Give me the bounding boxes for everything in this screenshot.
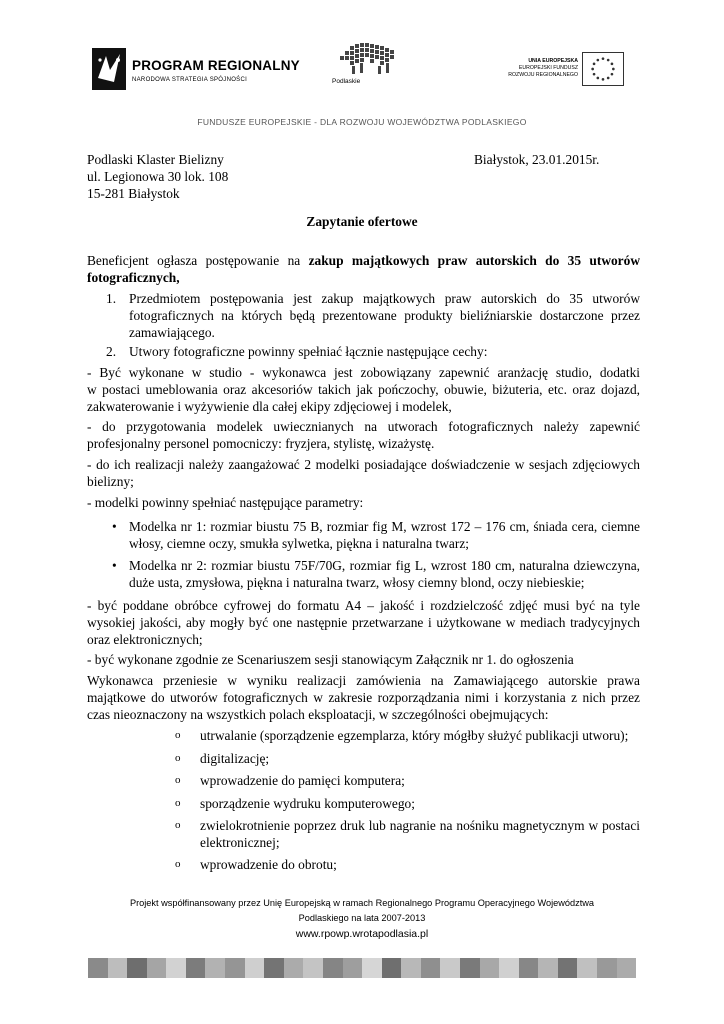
program-subtitle: NARODOWA STRATEGIA SPÓJNOŚCI [132, 77, 248, 83]
model-item-2 [106, 557, 640, 591]
intro-line-1 [87, 252, 640, 269]
text-line: fotograficznych na których będą prezentowane produkty bieliźniarskie dostarczone przez [129, 308, 640, 323]
program-regionalny-logo [92, 48, 300, 92]
text-line: wysokiej jakości, aby mogły być one następnie przetwarzane i użytkowane w mediach tradycyjnych [87, 615, 640, 630]
ue-line-3: ROZWOJU REGIONALNEGO [508, 72, 578, 78]
sender-address [87, 151, 228, 202]
intro-lead: Beneficjent ogłasza postępowanie na [87, 253, 309, 268]
stripe-segment [343, 958, 363, 978]
text-line: - do ich realizacji należy zaangażować 2 modelki posiadające doświadczenie w sesjach zdjęciowych [87, 457, 640, 472]
text-line: - modelki powinny spełniać następujące parametry: [87, 495, 364, 510]
stripe-segment [205, 958, 225, 978]
circle-bullet-icon: o [175, 819, 181, 831]
intro-paragraph [87, 252, 640, 286]
text-line: wprowadzenie do obrotu; [200, 857, 337, 872]
intro-bold-1: zakup majątkowych praw autorskich do 35 utworów [308, 253, 640, 268]
condition-models [87, 456, 640, 490]
footer-line-2: Podlaskiego na lata 2007-2013 [298, 913, 426, 923]
text-line: profesjonalny personel pomocniczy: fryzjera, stylistę, wizażystę. [87, 436, 435, 451]
text-line: Utwory fotograficzne powinny spełniać łącznie następujące cechy: [129, 344, 488, 359]
text-line: Wykonawca przeniesie w wyniku realizacji zamówienia na Zamawiającego autorskie prawa [87, 673, 640, 688]
text-line: elektronicznej; [200, 835, 280, 850]
stripe-segment [401, 958, 421, 978]
field-item-text [200, 750, 640, 767]
text-line: zamawiającego. [129, 325, 215, 340]
text-line: duże usta, zmysłowa, piękna i naturalna twarz, włosy ciemny blond, oczy niebieskie; [129, 575, 585, 590]
circle-bullet-icon: o [175, 752, 181, 764]
stripe-segment [127, 958, 147, 978]
stripe-segment [108, 958, 128, 978]
model-item-1 [106, 518, 640, 552]
sender-line-2: ul. Legionowa 30 lok. 108 [87, 169, 229, 184]
bullet-icon: • [112, 519, 117, 534]
text-line: - do przygotowania modelek uwiecznianych na utworach fotograficznych należy zapewnić [87, 419, 640, 434]
stripe-segment [303, 958, 323, 978]
bison-icon [330, 40, 414, 80]
condition-parameters [87, 494, 640, 511]
stripe-segment [284, 958, 304, 978]
ue-line-1: UNIA EUROPEJSKA [528, 58, 578, 64]
field-item-text [200, 817, 640, 851]
podlaskie-logo [330, 40, 414, 92]
program-title: PROGRAM REGIONALNY [132, 58, 300, 73]
text-line: w postaci umeblowania oraz akcesoriów takich jak pończochy, obuwie, biżuteria, etc. oraz dojazd, [87, 382, 640, 397]
text-line: sporządzenie wydruku komputerowego; [200, 796, 415, 811]
stripe-segment [88, 958, 108, 978]
numbered-item-text [129, 290, 640, 341]
field-item-text [200, 856, 640, 873]
transfer-paragraph [87, 672, 640, 723]
stripe-segment [362, 958, 382, 978]
footer-stripe [88, 958, 636, 978]
footer-line-1: Projekt współfinansowany przez Unię Europejską w ramach Regionalnego Programu Operacyjnego Województwa [129, 898, 595, 908]
model-item-text [129, 557, 640, 591]
stripe-segment [166, 958, 186, 978]
stripe-segment [245, 958, 265, 978]
stripe-segment [617, 958, 637, 978]
podlaskie-label: Podlaskie [332, 78, 361, 85]
text-line: zakwaterowanie i wyżywienie dla całej ekipy zdjęciowej i modelek, [87, 399, 452, 414]
intro-bold-2: fotograficznych, [87, 270, 180, 285]
stripe-segment [499, 958, 519, 978]
stripe-segment [577, 958, 597, 978]
text-line: włosy, ciemne oczy, smukła sylwetka, piękna i naturalna twarz; [129, 536, 469, 551]
funds-line: FUNDUSZE EUROPEJSKIE - DLA ROZWOJU WOJEWÓDZTWA PODLASKIEGO [197, 117, 527, 127]
field-item-5 [175, 817, 640, 851]
sender-line-3: 15-281 Białystok [87, 186, 180, 201]
condition-staff [87, 418, 640, 452]
numbered-item-number: 1. [106, 291, 117, 306]
ue-line-2: EUROPEJSKI FUNDUSZ [518, 65, 578, 71]
field-item-text [200, 795, 640, 812]
program-regionalny-icon [92, 48, 126, 90]
text-line: wprowadzenie do pamięci komputera; [200, 773, 405, 788]
numbered-item-2 [106, 343, 640, 360]
model-item-text [129, 518, 640, 552]
text-line: Modelka nr 2: rozmiar biustu 75F/70G, rozmiar fig L, wzrost 180 cm, naturalna dziewczyna, [129, 558, 640, 573]
stripe-segment [147, 958, 167, 978]
stripe-segment [323, 958, 343, 978]
field-item-text [200, 727, 640, 744]
footer-url: www.rpowp.wrotapodlasia.pl [295, 928, 429, 940]
numbered-item-number: 2. [106, 344, 117, 359]
text-line: - być poddane obróbce cyfrowej do formatu A4 – jakość i rozdzielczość zdjęć musi być na tyle [87, 598, 640, 613]
condition-studio [87, 364, 640, 415]
ue-logo [500, 52, 630, 92]
intro-line-2 [87, 269, 640, 286]
numbered-item-1 [106, 290, 640, 341]
stripe-segment [558, 958, 578, 978]
text-line: oraz elektronicznych; [87, 632, 203, 647]
stripe-segment [480, 958, 500, 978]
stripe-segment [421, 958, 441, 978]
text-line: Przedmiotem postępowania jest zakup majątkowych praw autorskich do 35 utworów [129, 291, 640, 306]
condition-digital [87, 597, 640, 648]
stripe-segment [382, 958, 402, 978]
sender-line-1: Podlaski Klaster Bielizny [87, 152, 224, 167]
text-line: bielizny; [87, 474, 134, 489]
stripe-segment [264, 958, 284, 978]
ue-text [500, 58, 578, 79]
place-date: Białystok, 23.01.2015r. [474, 152, 600, 167]
stripe-segment [225, 958, 245, 978]
circle-bullet-icon: o [175, 774, 181, 786]
document-title: Zapytanie ofertowe [306, 214, 418, 229]
bullet-icon: • [112, 558, 117, 573]
numbered-item-text [129, 343, 640, 360]
stripe-segment [460, 958, 480, 978]
stripe-segment [440, 958, 460, 978]
stripe-segment [186, 958, 206, 978]
text-line: - Być wykonane w studio - wykonawca jest zobowiązany zapewnić aranżację studio, dodatki [87, 365, 640, 380]
text-line: utrwalanie (sporządzenie egzemplarza, który mógłby służyć publikacji utworu); [200, 728, 629, 743]
text-line: majątkowe do utworów fotograficznych w zakresie rozporządzania nimi i korzystania z nich przez [87, 690, 640, 705]
field-item-text [200, 772, 640, 789]
stripe-segment [597, 958, 617, 978]
text-line: - być wykonane zgodnie ze Scenariuszem sesji stanowiącym Załącznik nr 1. do ogłoszenia [87, 652, 574, 667]
text-line: czas nieoznaczony na wszystkich polach eksploatacji, w szczególności obejmujących: [87, 707, 549, 722]
text-line: zwielokrotnienie poprzez druk lub nagranie na nośniku magnetycznym w postaci [200, 818, 640, 833]
eu-flag-icon [582, 52, 624, 86]
circle-bullet-icon: o [175, 858, 181, 870]
circle-bullet-icon: o [175, 797, 181, 809]
circle-bullet-icon: o [175, 729, 181, 741]
condition-scenario [87, 651, 640, 668]
stripe-segment [519, 958, 539, 978]
text-line: Modelka nr 1: rozmiar biustu 75 B, rozmiar fig M, wzrost 172 – 176 cm, śniada cera, ciemne [129, 519, 640, 534]
text-line: digitalizację; [200, 751, 270, 766]
stripe-segment [538, 958, 558, 978]
